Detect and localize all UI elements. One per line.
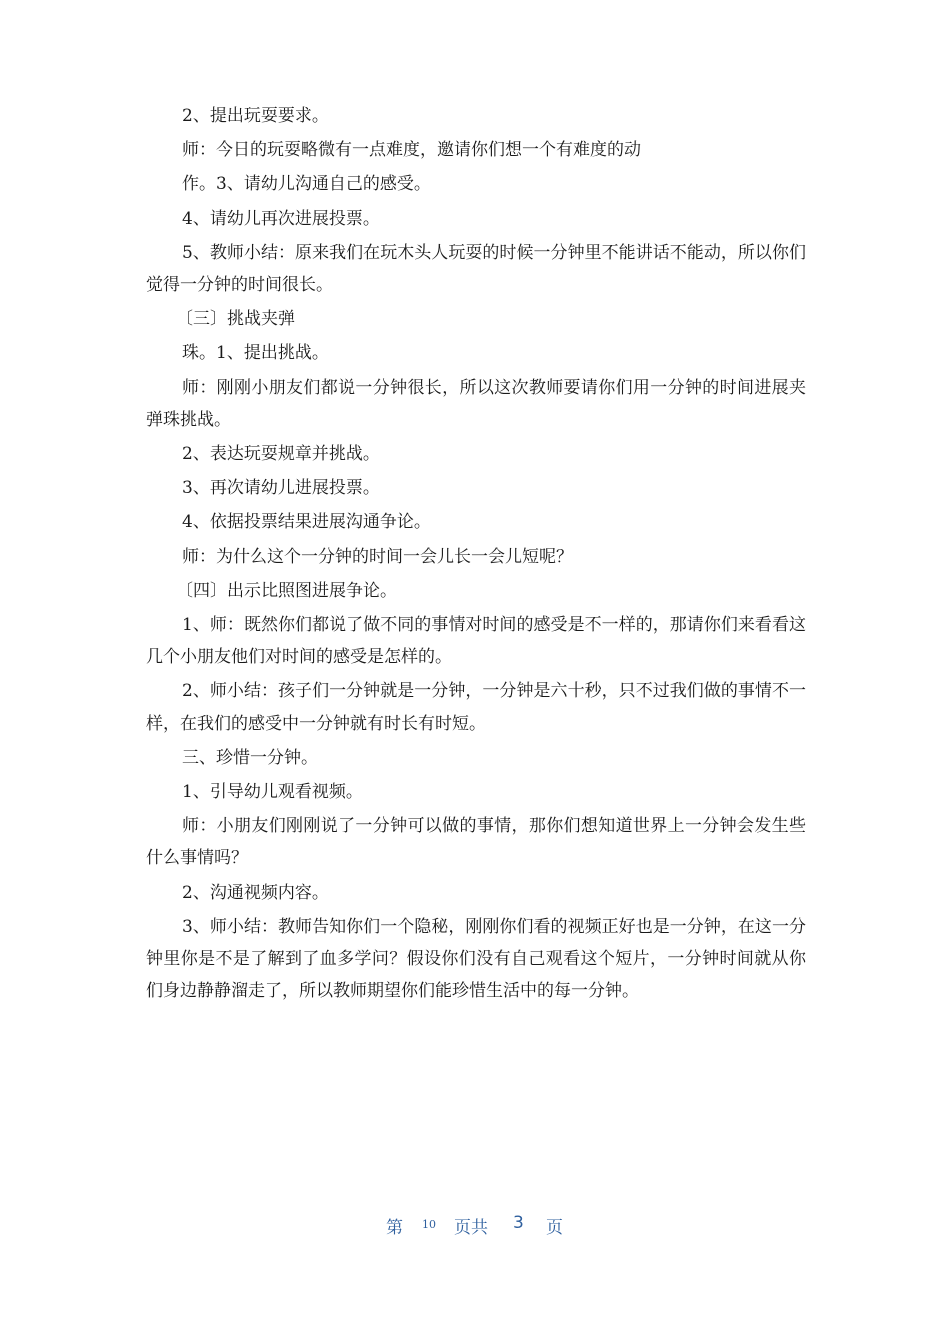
paragraph: 珠。1、提出挑战。 [182,343,329,364]
section-heading: 〔三〕挑战夹弹 [176,309,295,330]
page-footer [0,1207,950,1237]
paragraph: 2、表达玩耍规章并挑战。 [182,444,380,465]
paragraph: 5、教师小结：原来我们在玩木头人玩耍的时候一分钟里不能讲话不能动，所以你们觉得一分钟的时间很长。 [146,242,806,296]
paragraph: 师：为什么这个一分钟的时间一会儿长一会儿短呢？ [182,546,573,567]
paragraph: 3、师小结：教师告知你们一个隐秘，刚刚你们看的视频正好也是一分钟，在这一分钟里你是不是了解到了血多学问？假设你们没有自己观看这个短片，一分钟时间就从你们身边静静溜走了，所以教师期望你们能珍惜生活中的每一分钟。 [146,916,806,1002]
paragraph: 2、师小结：孩子们一分钟就是一分钟，一分钟是六十秒，只不过我们做的事情不一样，在我们的感受中一分钟就有时长有时短。 [146,681,806,734]
paragraph: 师：小朋友们刚刚说了一分钟可以做的事情，那你们想知道世界上一分钟会发生些什么事情吗？ [146,816,806,869]
paragraph: 师：今日的玩耍略微有一点难度，邀请你们想一个有难度的动 [182,140,641,161]
section-heading: 三、珍惜一分钟。 [182,747,318,768]
paragraph: 1、引导幼儿观看视频。 [182,782,363,803]
paragraph: 1、师：既然你们都说了做不同的事情对时间的感受是不一样的，那请你们来看看这几个小朋友他们对时间的感受是怎样的。 [146,615,806,668]
paragraph: 作。3、请幼儿沟通自己的感受。 [182,174,431,195]
paragraph: 3、再次请幼儿进展投票。 [182,478,380,499]
paragraph: 师：刚刚小朋友们都说一分钟很长，所以这次教师要请你们用一分钟的时间进展夹弹珠挑战。 [146,377,806,430]
document-body [146,100,806,1009]
footer-total: 3 [513,1213,524,1233]
paragraph: 4、请幼儿再次进展投票。 [182,208,380,229]
footer-suffix: 页 [546,1218,563,1238]
footer-middle: 页共 [454,1218,488,1238]
section-heading: 〔四〕出示比照图进展争论。 [176,580,397,601]
footer-prefix: 第 [386,1218,403,1238]
footer-page-number: 10 [422,1218,436,1231]
paragraph: 2、沟通视频内容。 [182,882,329,903]
paragraph: 4、依据投票结果进展沟通争论。 [182,512,431,533]
paragraph: 2、提出玩耍要求。 [182,106,329,126]
